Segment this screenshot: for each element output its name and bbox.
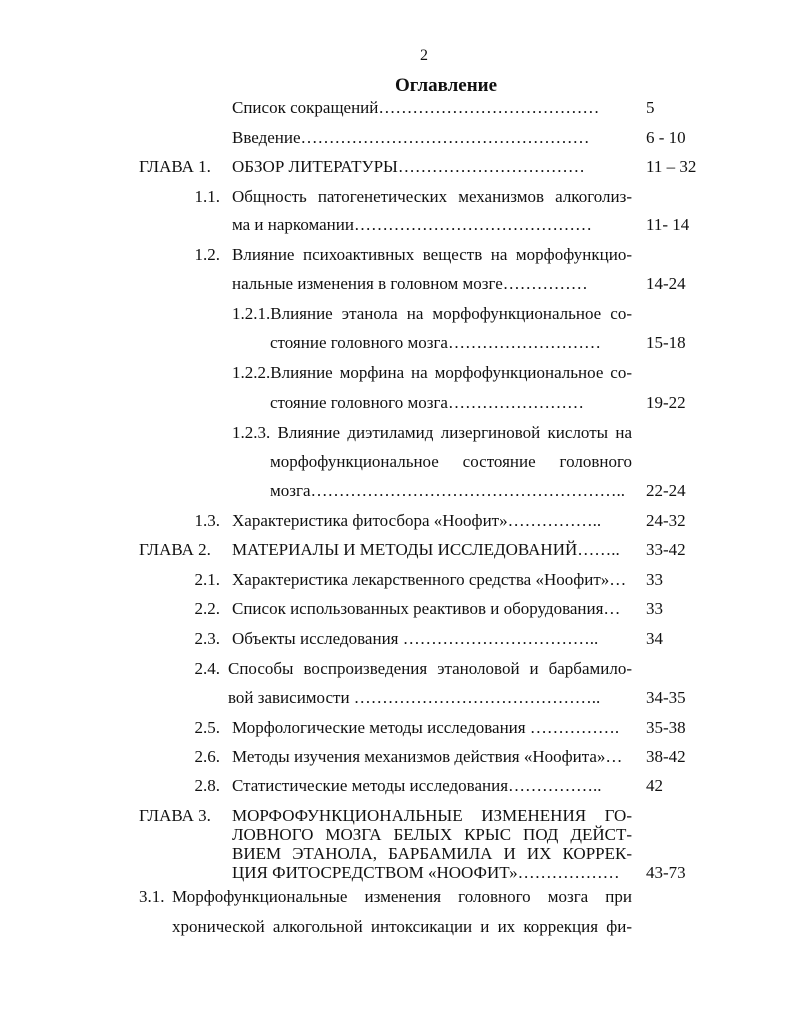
toc-label-2-6: 2.6. [194,747,220,766]
toc-page-2-1: 33 [646,570,663,589]
toc-label-1-3: 1.3. [194,511,220,530]
toc-label-1-1: 1.1. [194,187,220,206]
toc-entry-2-5: Морфологические методы исследования ……………. [232,718,620,737]
toc-entry-1-2-3-line2: морфофункциональное состояние головного [270,452,632,471]
toc-entry-1-1-line1: Общность патогенетических механизмов алкоголиз- [232,187,632,206]
toc-entry-1-2-line1: Влияние психоактивных веществ на морфофункцио- [232,245,632,264]
toc-page-chapter-3: 43-73 [646,863,686,882]
toc-entry-2-4-line1: Способы воспроизведения этаноловой и барбамило- [228,659,632,678]
toc-label-2-5: 2.5. [194,718,220,737]
toc-entry-1-2-2-line2: стояние головного мозга…………………… [270,393,584,412]
toc-page-1-1: 11- 14 [646,215,690,234]
toc-entry-1-1-line2: ма и наркомании…………………………………… [232,215,592,234]
toc-page-1-3: 24-32 [646,511,686,530]
toc-entry-chapter-3-line1: МОРФОФУНКЦИОНАЛЬНЫЕ ИЗМЕНЕНИЯ ГО- [232,806,632,825]
toc-page-1-2-2: 19-22 [646,393,686,412]
toc-entry-chapter-2: МАТЕРИАЛЫ И МЕТОДЫ ИССЛЕДОВАНИЙ…….. [232,540,620,559]
toc-entry-1-2-3-line3: мозга……………………………………………….. [270,481,625,500]
toc-label-3-1: 3.1. [139,887,165,906]
toc-page-2-2: 33 [646,599,663,618]
toc-entry-chapter-3-line4: ЦИЯ ФИТОСРЕДСТВОМ «НООФИТ»……………… [232,863,620,882]
toc-entry-chapter-3-line2: ЛОВНОГО МОЗГА БЕЛЫХ КРЫС ПОД ДЕЙСТ- [232,825,632,844]
toc-label-1-2: 1.2. [194,245,220,264]
toc-entry-3-1-line1: Морфофункциональные изменения головного мозга при [172,887,632,906]
toc-entry-2-1: Характеристика лекарственного средства «Ноофит»… [232,570,627,589]
toc-label-2-2: 2.2. [194,599,220,618]
toc-page-chapter-2: 33-42 [646,540,686,559]
toc-page-introduction: 6 - 10 [646,128,686,147]
toc-page-2-3: 34 [646,629,663,648]
toc-label-2-4: 2.4. [194,659,220,678]
toc-entry-2-3: Объекты исследования …………………………….. [232,629,599,648]
toc-entry-chapter-3-line3: ВИЕМ ЭТАНОЛА, БАРБАМИЛА И ИХ КОРРЕК- [232,844,632,863]
page-number: 2 [420,47,428,64]
toc-entry-1-2-1-line2: стояние головного мозга……………………… [270,333,601,352]
toc-label-2-8: 2.8. [194,776,220,795]
toc-label-chapter-1: ГЛАВА 1. [139,157,211,176]
toc-entry-3-1-line2: хронической алкогольной интоксикации и их коррекция фи- [172,917,632,936]
toc-entry-2-6: Методы изучения механизмов действия «Ноофита»… [232,747,623,766]
toc-label-2-3: 2.3. [194,629,220,648]
toc-page-chapter-1: 11 – 32 [646,157,697,176]
toc-page-2-5: 35-38 [646,718,686,737]
toc-entry-chapter-1: ОБЗОР ЛИТЕРАТУРЫ…………………………… [232,157,585,176]
toc-entry-2-2: Список использованных реактивов и оборудования… [232,599,621,618]
toc-page-2-4: 34-35 [646,688,686,707]
toc-page-1-2: 14-24 [646,274,686,293]
toc-entry-1-3: Характеристика фитосбора «Ноофит»…………….. [232,511,602,530]
toc-entry-1-2-3-line1: 1.2.3. Влияние диэтиламид лизергиновой кислоты на [232,423,632,442]
toc-label-2-1: 2.1. [194,570,220,589]
toc-title: Оглавление [395,75,498,96]
toc-page-2-8: 42 [646,776,663,795]
toc-entry-1-2-line2: нальные изменения в головном мозге…………… [232,274,588,293]
toc-entry-1-2-2-line1: 1.2.2.Влияние морфина на морфофункциональное со- [232,363,632,382]
toc-entry-introduction: Введение…………………………………………… [232,128,590,147]
toc-label-chapter-2: ГЛАВА 2. [139,540,211,559]
toc-entry-abbreviations: Список сокращений………………………………… [232,98,600,117]
toc-label-chapter-3: ГЛАВА 3. [139,806,211,825]
toc-entry-2-8: Статистические методы исследования…………….. [232,776,602,795]
toc-entry-1-2-1-line1: 1.2.1.Влияние этанола на морфофункциональное со- [232,304,632,323]
toc-page-1-2-3: 22-24 [646,481,686,500]
toc-page-abbreviations: 5 [646,98,655,117]
toc-entry-2-4-line2: вой зависимости …………………………………….. [228,688,601,707]
toc-page-2-6: 38-42 [646,747,686,766]
toc-page-1-2-1: 15-18 [646,333,686,352]
